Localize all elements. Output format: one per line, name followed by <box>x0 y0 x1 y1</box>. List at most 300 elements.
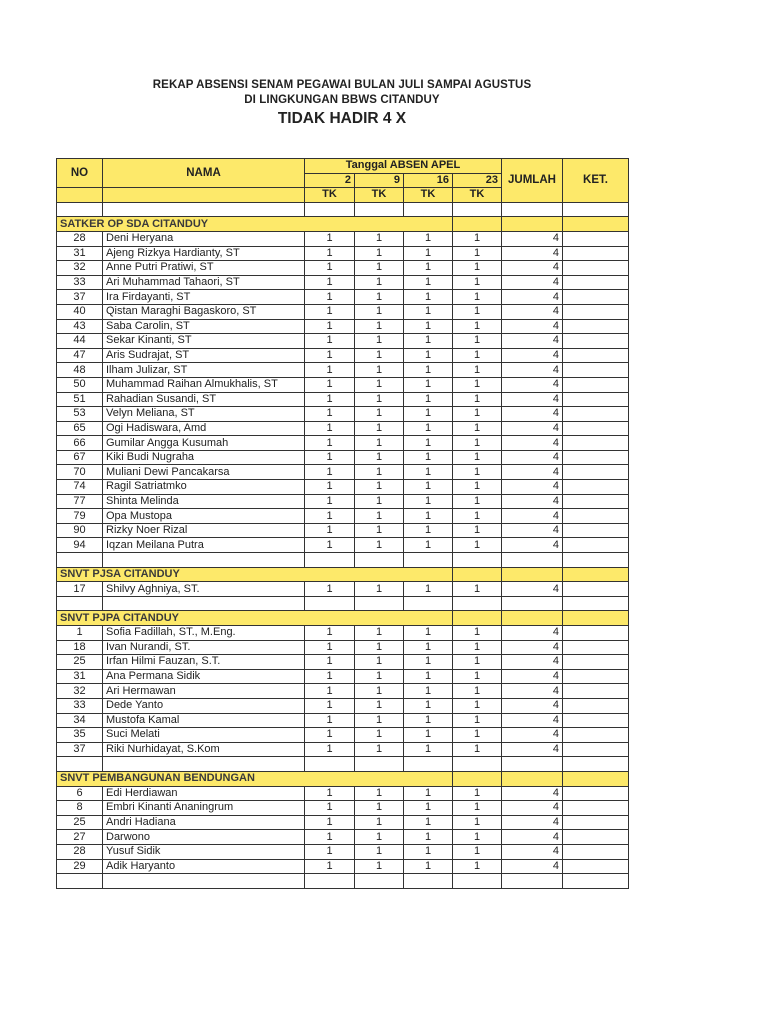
header-code: TK <box>453 188 502 203</box>
row-absence-count: 1 <box>404 859 453 874</box>
title-line-3: TIDAK HADIR 4 X <box>277 110 407 127</box>
empty-cell <box>502 217 563 232</box>
row-ket <box>563 698 629 713</box>
row-absence-count: 1 <box>453 231 502 246</box>
section-title: SNVT PJSA CITANDUY <box>57 567 453 582</box>
row-absence-count: 1 <box>453 421 502 436</box>
table-row <box>57 742 629 757</box>
empty-cell <box>305 596 355 611</box>
row-ket <box>563 523 629 538</box>
row-ket <box>563 538 629 553</box>
row-absence-count: 1 <box>453 669 502 684</box>
row-no: 31 <box>57 246 103 261</box>
table-row <box>57 786 629 801</box>
empty-cell <box>305 757 355 772</box>
empty-cell <box>502 567 563 582</box>
row-absence-count: 1 <box>355 698 404 713</box>
row-absence-count: 1 <box>404 465 453 480</box>
table-row <box>57 494 629 509</box>
empty-cell <box>502 596 563 611</box>
row-no: 37 <box>57 290 103 305</box>
row-absence-count: 1 <box>404 363 453 378</box>
empty-cell <box>57 553 103 568</box>
row-absence-count: 1 <box>355 728 404 743</box>
row-absence-count: 1 <box>453 436 502 451</box>
row-nama: Suci Melati <box>103 728 305 743</box>
row-no: 94 <box>57 538 103 553</box>
row-jumlah: 4 <box>502 436 563 451</box>
row-jumlah: 4 <box>502 465 563 480</box>
row-absence-count: 1 <box>305 392 355 407</box>
row-jumlah: 4 <box>502 538 563 553</box>
row-absence-count: 1 <box>453 377 502 392</box>
table-row <box>57 713 629 728</box>
empty-cell <box>453 874 502 889</box>
row-absence-count: 1 <box>305 319 355 334</box>
row-absence-count: 1 <box>305 815 355 830</box>
row-nama: Ogi Hadiswara, Amd <box>103 421 305 436</box>
row-absence-count: 1 <box>355 348 404 363</box>
row-absence-count: 1 <box>453 713 502 728</box>
row-absence-count: 1 <box>355 480 404 495</box>
row-ket <box>563 494 629 509</box>
table-row <box>57 801 629 816</box>
empty-cell <box>57 874 103 889</box>
empty-cell <box>57 202 103 217</box>
spacer-row <box>57 757 629 772</box>
title-line-1: REKAP ABSENSI SENAM PEGAWAI BULAN JULI SAMPAI AGUSTUS <box>152 79 532 91</box>
row-nama: Dede Yanto <box>103 698 305 713</box>
row-no: 65 <box>57 421 103 436</box>
empty-cell <box>103 596 305 611</box>
empty-cell <box>563 874 629 889</box>
table-row <box>57 436 629 451</box>
row-absence-count: 1 <box>404 261 453 276</box>
row-ket <box>563 742 629 757</box>
row-absence-count: 1 <box>404 392 453 407</box>
empty-cell <box>563 567 629 582</box>
row-absence-count: 1 <box>404 421 453 436</box>
table-row <box>57 246 629 261</box>
row-no: 47 <box>57 348 103 363</box>
row-no: 28 <box>57 844 103 859</box>
row-absence-count: 1 <box>355 246 404 261</box>
row-absence-count: 1 <box>355 421 404 436</box>
section-header-row <box>57 567 629 582</box>
row-absence-count: 1 <box>453 275 502 290</box>
row-absence-count: 1 <box>355 436 404 451</box>
empty-cell <box>502 553 563 568</box>
header-date: 2 <box>305 173 355 188</box>
row-ket <box>563 465 629 480</box>
row-jumlah: 4 <box>502 261 563 276</box>
row-absence-count: 1 <box>453 859 502 874</box>
spacer-row <box>57 874 629 889</box>
header-code: TK <box>305 188 355 203</box>
row-ket <box>563 830 629 845</box>
header-tanggal: Tanggal ABSEN APEL <box>305 159 502 174</box>
row-jumlah: 4 <box>502 319 563 334</box>
row-absence-count: 1 <box>355 509 404 524</box>
table-row <box>57 655 629 670</box>
row-ket <box>563 319 629 334</box>
row-absence-count: 1 <box>305 626 355 641</box>
row-ket <box>563 713 629 728</box>
row-absence-count: 1 <box>404 684 453 699</box>
row-jumlah: 4 <box>502 246 563 261</box>
header-ket: KET. <box>563 159 629 203</box>
row-jumlah: 4 <box>502 698 563 713</box>
row-absence-count: 1 <box>453 319 502 334</box>
row-ket <box>563 392 629 407</box>
empty-cell <box>404 553 453 568</box>
row-absence-count: 1 <box>404 509 453 524</box>
row-absence-count: 1 <box>305 801 355 816</box>
row-nama: Muliani Dewi Pancakarsa <box>103 465 305 480</box>
attendance-table <box>56 158 629 889</box>
empty-cell <box>563 771 629 786</box>
row-nama: Irfan Hilmi Fauzan, S.T. <box>103 655 305 670</box>
row-absence-count: 1 <box>453 786 502 801</box>
empty-cell <box>453 217 502 232</box>
empty-cell <box>453 553 502 568</box>
row-absence-count: 1 <box>453 626 502 641</box>
row-absence-count: 1 <box>453 334 502 349</box>
row-absence-count: 1 <box>453 523 502 538</box>
row-absence-count: 1 <box>453 655 502 670</box>
empty-cell <box>355 757 404 772</box>
row-no: 74 <box>57 480 103 495</box>
empty-cell <box>502 771 563 786</box>
table-row <box>57 392 629 407</box>
row-absence-count: 1 <box>305 538 355 553</box>
table-row <box>57 523 629 538</box>
row-jumlah: 4 <box>502 844 563 859</box>
table-body <box>57 202 629 888</box>
row-absence-count: 1 <box>404 319 453 334</box>
row-absence-count: 1 <box>305 290 355 305</box>
row-ket <box>563 684 629 699</box>
row-absence-count: 1 <box>355 844 404 859</box>
row-nama: Deni Heryana <box>103 231 305 246</box>
row-ket <box>563 655 629 670</box>
row-no: 28 <box>57 231 103 246</box>
row-absence-count: 1 <box>305 655 355 670</box>
table-row <box>57 290 629 305</box>
row-nama: Ajeng Rizkya Hardianty, ST <box>103 246 305 261</box>
row-jumlah: 4 <box>502 275 563 290</box>
row-absence-count: 1 <box>404 698 453 713</box>
row-no: 35 <box>57 728 103 743</box>
row-ket <box>563 246 629 261</box>
row-nama: Anne Putri Pratiwi, ST <box>103 261 305 276</box>
row-ket <box>563 669 629 684</box>
empty-cell <box>453 202 502 217</box>
row-jumlah: 4 <box>502 713 563 728</box>
table-row <box>57 334 629 349</box>
row-jumlah: 4 <box>502 669 563 684</box>
row-jumlah: 4 <box>502 684 563 699</box>
table-row <box>57 698 629 713</box>
row-absence-count: 1 <box>355 669 404 684</box>
row-absence-count: 1 <box>404 377 453 392</box>
row-absence-count: 1 <box>453 640 502 655</box>
row-no: 50 <box>57 377 103 392</box>
row-no: 77 <box>57 494 103 509</box>
row-no: 27 <box>57 830 103 845</box>
row-jumlah: 4 <box>502 231 563 246</box>
row-no: 43 <box>57 319 103 334</box>
table-row <box>57 319 629 334</box>
row-absence-count: 1 <box>355 684 404 699</box>
row-ket <box>563 363 629 378</box>
header-date: 16 <box>404 173 453 188</box>
row-jumlah: 4 <box>502 509 563 524</box>
header-row-1 <box>57 159 629 174</box>
row-ket <box>563 582 629 597</box>
table-row <box>57 377 629 392</box>
row-jumlah: 4 <box>502 728 563 743</box>
table-row <box>57 421 629 436</box>
row-jumlah: 4 <box>502 640 563 655</box>
row-absence-count: 1 <box>453 261 502 276</box>
row-absence-count: 1 <box>404 582 453 597</box>
row-ket <box>563 844 629 859</box>
row-absence-count: 1 <box>305 231 355 246</box>
row-absence-count: 1 <box>355 304 404 319</box>
row-nama: Sekar Kinanti, ST <box>103 334 305 349</box>
row-nama: Riki Nurhidayat, S.Kom <box>103 742 305 757</box>
header-date: 9 <box>355 173 404 188</box>
empty-cell <box>563 202 629 217</box>
row-absence-count: 1 <box>404 786 453 801</box>
row-no: 34 <box>57 713 103 728</box>
row-absence-count: 1 <box>453 246 502 261</box>
row-absence-count: 1 <box>404 436 453 451</box>
row-nama: Qistan Maraghi Bagaskoro, ST <box>103 304 305 319</box>
empty-cell <box>404 596 453 611</box>
row-nama: Rizky Noer Rizal <box>103 523 305 538</box>
row-nama: Ira Firdayanti, ST <box>103 290 305 305</box>
row-no: 31 <box>57 669 103 684</box>
row-nama: Darwono <box>103 830 305 845</box>
row-ket <box>563 290 629 305</box>
row-ket <box>563 859 629 874</box>
row-absence-count: 1 <box>305 421 355 436</box>
empty-cell <box>502 611 563 626</box>
row-ket <box>563 801 629 816</box>
row-absence-count: 1 <box>355 261 404 276</box>
row-absence-count: 1 <box>305 509 355 524</box>
row-no: 37 <box>57 742 103 757</box>
empty-cell <box>355 202 404 217</box>
row-nama: Opa Mustopa <box>103 509 305 524</box>
spacer-row <box>57 202 629 217</box>
row-absence-count: 1 <box>453 348 502 363</box>
empty-cell <box>404 757 453 772</box>
table-row <box>57 304 629 319</box>
row-nama: Adik Haryanto <box>103 859 305 874</box>
row-absence-count: 1 <box>453 844 502 859</box>
row-jumlah: 4 <box>502 523 563 538</box>
row-absence-count: 1 <box>305 377 355 392</box>
table-row <box>57 231 629 246</box>
row-absence-count: 1 <box>404 407 453 422</box>
row-absence-count: 1 <box>453 509 502 524</box>
row-absence-count: 1 <box>404 450 453 465</box>
empty-cell <box>305 202 355 217</box>
row-jumlah: 4 <box>502 494 563 509</box>
row-jumlah: 4 <box>502 655 563 670</box>
empty-cell <box>355 553 404 568</box>
row-jumlah: 4 <box>502 392 563 407</box>
row-no: 79 <box>57 509 103 524</box>
row-no: 6 <box>57 786 103 801</box>
row-absence-count: 1 <box>355 786 404 801</box>
spacer-row <box>57 596 629 611</box>
row-absence-count: 1 <box>355 582 404 597</box>
row-nama: Shilvy Aghniya, ST. <box>103 582 305 597</box>
row-no: 53 <box>57 407 103 422</box>
row-nama: Muhammad Raihan Almukhalis, ST <box>103 377 305 392</box>
table-row <box>57 465 629 480</box>
row-absence-count: 1 <box>404 640 453 655</box>
table-row <box>57 407 629 422</box>
row-absence-count: 1 <box>305 830 355 845</box>
header-blank <box>57 188 103 203</box>
row-absence-count: 1 <box>453 290 502 305</box>
section-title: SATKER OP SDA CITANDUY <box>57 217 453 232</box>
table-row <box>57 728 629 743</box>
table-row <box>57 363 629 378</box>
row-nama: Embri Kinanti Ananingrum <box>103 801 305 816</box>
row-absence-count: 1 <box>453 698 502 713</box>
row-absence-count: 1 <box>305 728 355 743</box>
table-row <box>57 844 629 859</box>
row-absence-count: 1 <box>355 465 404 480</box>
section-title: SNVT PEMBANGUNAN BENDUNGAN <box>57 771 453 786</box>
empty-cell <box>305 874 355 889</box>
row-nama: Saba Carolin, ST <box>103 319 305 334</box>
row-absence-count: 1 <box>305 523 355 538</box>
row-absence-count: 1 <box>305 348 355 363</box>
row-jumlah: 4 <box>502 421 563 436</box>
row-jumlah: 4 <box>502 290 563 305</box>
row-jumlah: 4 <box>502 626 563 641</box>
row-absence-count: 1 <box>305 304 355 319</box>
row-ket <box>563 509 629 524</box>
row-absence-count: 1 <box>404 348 453 363</box>
row-absence-count: 1 <box>305 582 355 597</box>
row-absence-count: 1 <box>404 830 453 845</box>
header-nama: NAMA <box>103 159 305 188</box>
row-jumlah: 4 <box>502 348 563 363</box>
row-nama: Ana Permana Sidik <box>103 669 305 684</box>
row-absence-count: 1 <box>404 231 453 246</box>
row-absence-count: 1 <box>355 538 404 553</box>
table-row <box>57 684 629 699</box>
row-no: 1 <box>57 626 103 641</box>
row-absence-count: 1 <box>453 728 502 743</box>
row-absence-count: 1 <box>453 450 502 465</box>
row-absence-count: 1 <box>355 655 404 670</box>
row-absence-count: 1 <box>453 830 502 845</box>
row-absence-count: 1 <box>453 304 502 319</box>
row-no: 29 <box>57 859 103 874</box>
row-ket <box>563 348 629 363</box>
row-absence-count: 1 <box>453 392 502 407</box>
row-no: 33 <box>57 275 103 290</box>
empty-cell <box>563 553 629 568</box>
table-row <box>57 480 629 495</box>
row-absence-count: 1 <box>355 450 404 465</box>
row-absence-count: 1 <box>453 815 502 830</box>
table-row <box>57 509 629 524</box>
row-nama: Edi Herdiawan <box>103 786 305 801</box>
empty-cell <box>103 874 305 889</box>
row-absence-count: 1 <box>404 304 453 319</box>
row-absence-count: 1 <box>404 290 453 305</box>
row-ket <box>563 640 629 655</box>
row-jumlah: 4 <box>502 377 563 392</box>
row-nama: Yusuf Sidik <box>103 844 305 859</box>
row-absence-count: 1 <box>404 713 453 728</box>
row-absence-count: 1 <box>404 801 453 816</box>
empty-cell <box>103 553 305 568</box>
row-absence-count: 1 <box>355 713 404 728</box>
row-no: 17 <box>57 582 103 597</box>
row-absence-count: 1 <box>355 742 404 757</box>
row-ket <box>563 334 629 349</box>
row-absence-count: 1 <box>305 480 355 495</box>
row-ket <box>563 261 629 276</box>
empty-cell <box>305 553 355 568</box>
row-absence-count: 1 <box>355 801 404 816</box>
row-absence-count: 1 <box>453 538 502 553</box>
row-nama: Rahadian Susandi, ST <box>103 392 305 407</box>
row-jumlah: 4 <box>502 742 563 757</box>
row-no: 33 <box>57 698 103 713</box>
row-absence-count: 1 <box>404 626 453 641</box>
header-code: TK <box>355 188 404 203</box>
row-absence-count: 1 <box>305 363 355 378</box>
row-no: 66 <box>57 436 103 451</box>
table-row <box>57 815 629 830</box>
row-ket <box>563 377 629 392</box>
row-ket <box>563 480 629 495</box>
row-jumlah: 4 <box>502 334 563 349</box>
row-absence-count: 1 <box>355 275 404 290</box>
row-absence-count: 1 <box>404 728 453 743</box>
row-absence-count: 1 <box>355 377 404 392</box>
row-absence-count: 1 <box>355 319 404 334</box>
row-nama: Ivan Nurandi, ST. <box>103 640 305 655</box>
row-absence-count: 1 <box>305 450 355 465</box>
row-ket <box>563 728 629 743</box>
empty-cell <box>103 202 305 217</box>
table-row <box>57 538 629 553</box>
section-header-row <box>57 771 629 786</box>
row-absence-count: 1 <box>404 655 453 670</box>
empty-cell <box>404 202 453 217</box>
row-absence-count: 1 <box>453 742 502 757</box>
row-nama: Ilham Julizar, ST <box>103 363 305 378</box>
row-ket <box>563 436 629 451</box>
row-absence-count: 1 <box>305 742 355 757</box>
row-absence-count: 1 <box>453 465 502 480</box>
row-absence-count: 1 <box>453 494 502 509</box>
empty-cell <box>103 757 305 772</box>
